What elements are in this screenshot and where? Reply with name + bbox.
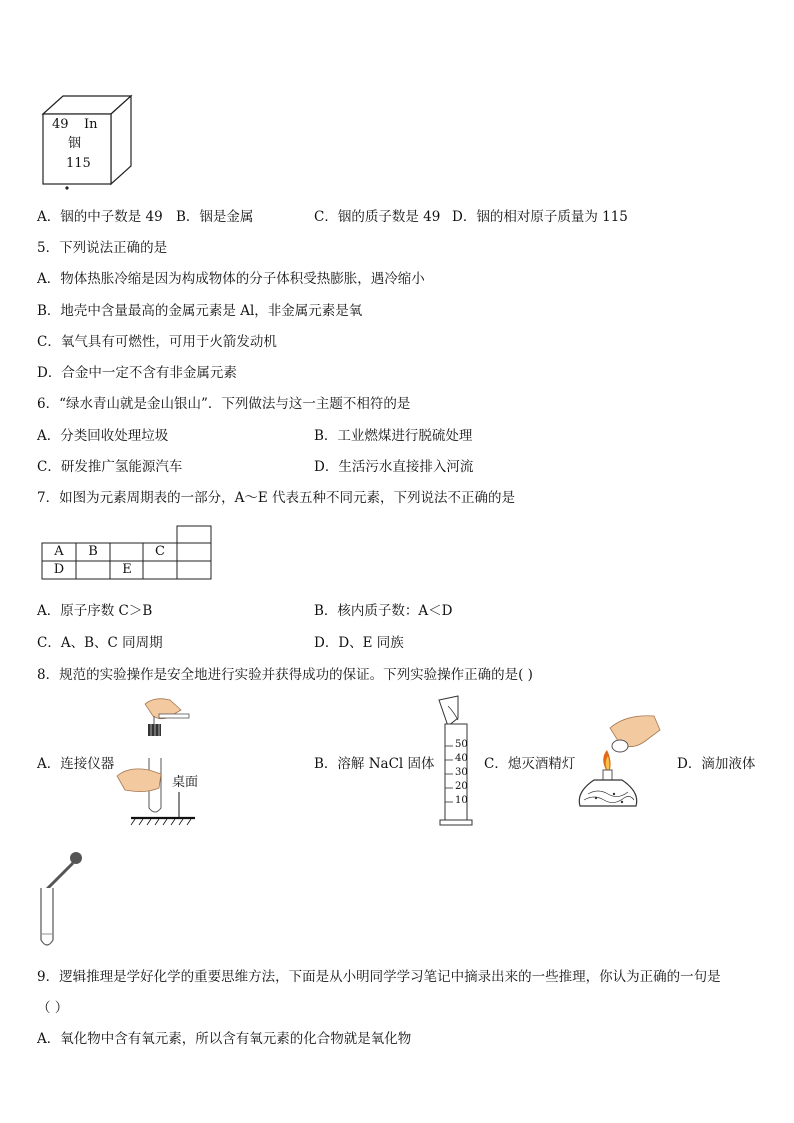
- q4-option-a[interactable]: A．铟的中子数是 49: [37, 209, 163, 225]
- element-card-number: 49: [52, 117, 69, 132]
- small-mark: [64, 185, 70, 191]
- q9-stem: 9．逻辑推理是学好化学的重要思维方法，下面是从小明同学学习笔记中摘录出来的一些推理，你认为正确的一句是: [37, 969, 721, 985]
- dropper-test-tube-illustration: [36, 848, 86, 952]
- alcohol-lamp-illustration: [574, 710, 664, 812]
- q5-option-c[interactable]: C．氧气具有可燃性，可用于火箭发动机: [37, 334, 277, 350]
- q7-option-c[interactable]: C．A、B、C 同周期: [37, 635, 163, 651]
- table-cell-b: B: [88, 544, 98, 559]
- q6-option-b[interactable]: B．工业燃煤进行脱硫处理: [314, 428, 473, 444]
- q5-option-d[interactable]: D．合金中一定不含有非金属元素: [37, 365, 237, 381]
- q8-a-table-label: 桌面: [172, 775, 199, 790]
- cylinder-tick-20: 20: [455, 781, 468, 792]
- q8-option-c[interactable]: C．熄灭酒精灯: [484, 756, 576, 772]
- table-cell-a: A: [54, 544, 64, 559]
- cylinder-tick-50: 50: [455, 739, 468, 750]
- q8-stem: 8．规范的实验操作是安全地进行实验并获得成功的保证。下列实验操作正确的是( ): [37, 667, 533, 683]
- q6-option-d[interactable]: D．生活污水直接排入河流: [314, 459, 474, 475]
- element-card-illustration: [40, 94, 135, 189]
- table-cell-c: C: [155, 544, 165, 559]
- q4-option-c[interactable]: C．铟的质子数是 49: [314, 209, 441, 225]
- q5-option-b[interactable]: B．地壳中含量最高的金属元素是 Al，非金属元素是氧: [37, 303, 363, 319]
- q9-option-a[interactable]: A．氧化物中含有氧元素，所以含有氧元素的化合物就是氧化物: [37, 1031, 412, 1047]
- q4-option-d[interactable]: D．铟的相对原子质量为 115: [452, 209, 628, 225]
- connect-apparatus-illustration: [115, 696, 200, 828]
- element-card-symbol: In: [84, 117, 98, 132]
- q7-option-d[interactable]: D．D、E 同族: [314, 635, 404, 651]
- q8-option-d[interactable]: D．滴加液体: [677, 756, 756, 772]
- cylinder-tick-30: 30: [455, 767, 468, 778]
- q6-option-a[interactable]: A．分类回收处理垃圾: [37, 428, 169, 444]
- q6-option-c[interactable]: C．研发推广氢能源汽车: [37, 459, 183, 475]
- q5-option-a[interactable]: A．物体热胀冷缩是因为构成物体的分子体积受热膨胀，遇冷缩小: [37, 271, 425, 287]
- q5-stem: 5．下列说法正确的是: [37, 240, 168, 256]
- q7-option-b[interactable]: B．核内质子数：A＜D: [314, 603, 453, 619]
- q9-paren: （ ）: [37, 1000, 69, 1016]
- q7-option-a[interactable]: A．原子序数 C＞B: [37, 603, 153, 619]
- table-cell-d: D: [53, 562, 65, 577]
- q4-option-b[interactable]: B．铟是金属: [176, 209, 254, 225]
- element-card-name: 铟: [68, 136, 82, 151]
- q6-stem: 6．“绿水青山就是金山银山”．下列做法与这一主题不相符的是: [37, 396, 411, 412]
- q7-stem: 7．如图为元素周期表的一部分，A～E 代表五种不同元素，下列说法不正确的是: [37, 490, 515, 506]
- element-card-mass: 115: [66, 156, 91, 171]
- table-cell-e: E: [122, 562, 132, 577]
- q8-option-b[interactable]: B．溶解 NaCl 固体: [314, 756, 435, 772]
- q8-option-a[interactable]: A．连接仪器: [37, 756, 115, 772]
- cylinder-tick-40: 40: [455, 753, 468, 764]
- cylinder-tick-10: 10: [455, 795, 468, 806]
